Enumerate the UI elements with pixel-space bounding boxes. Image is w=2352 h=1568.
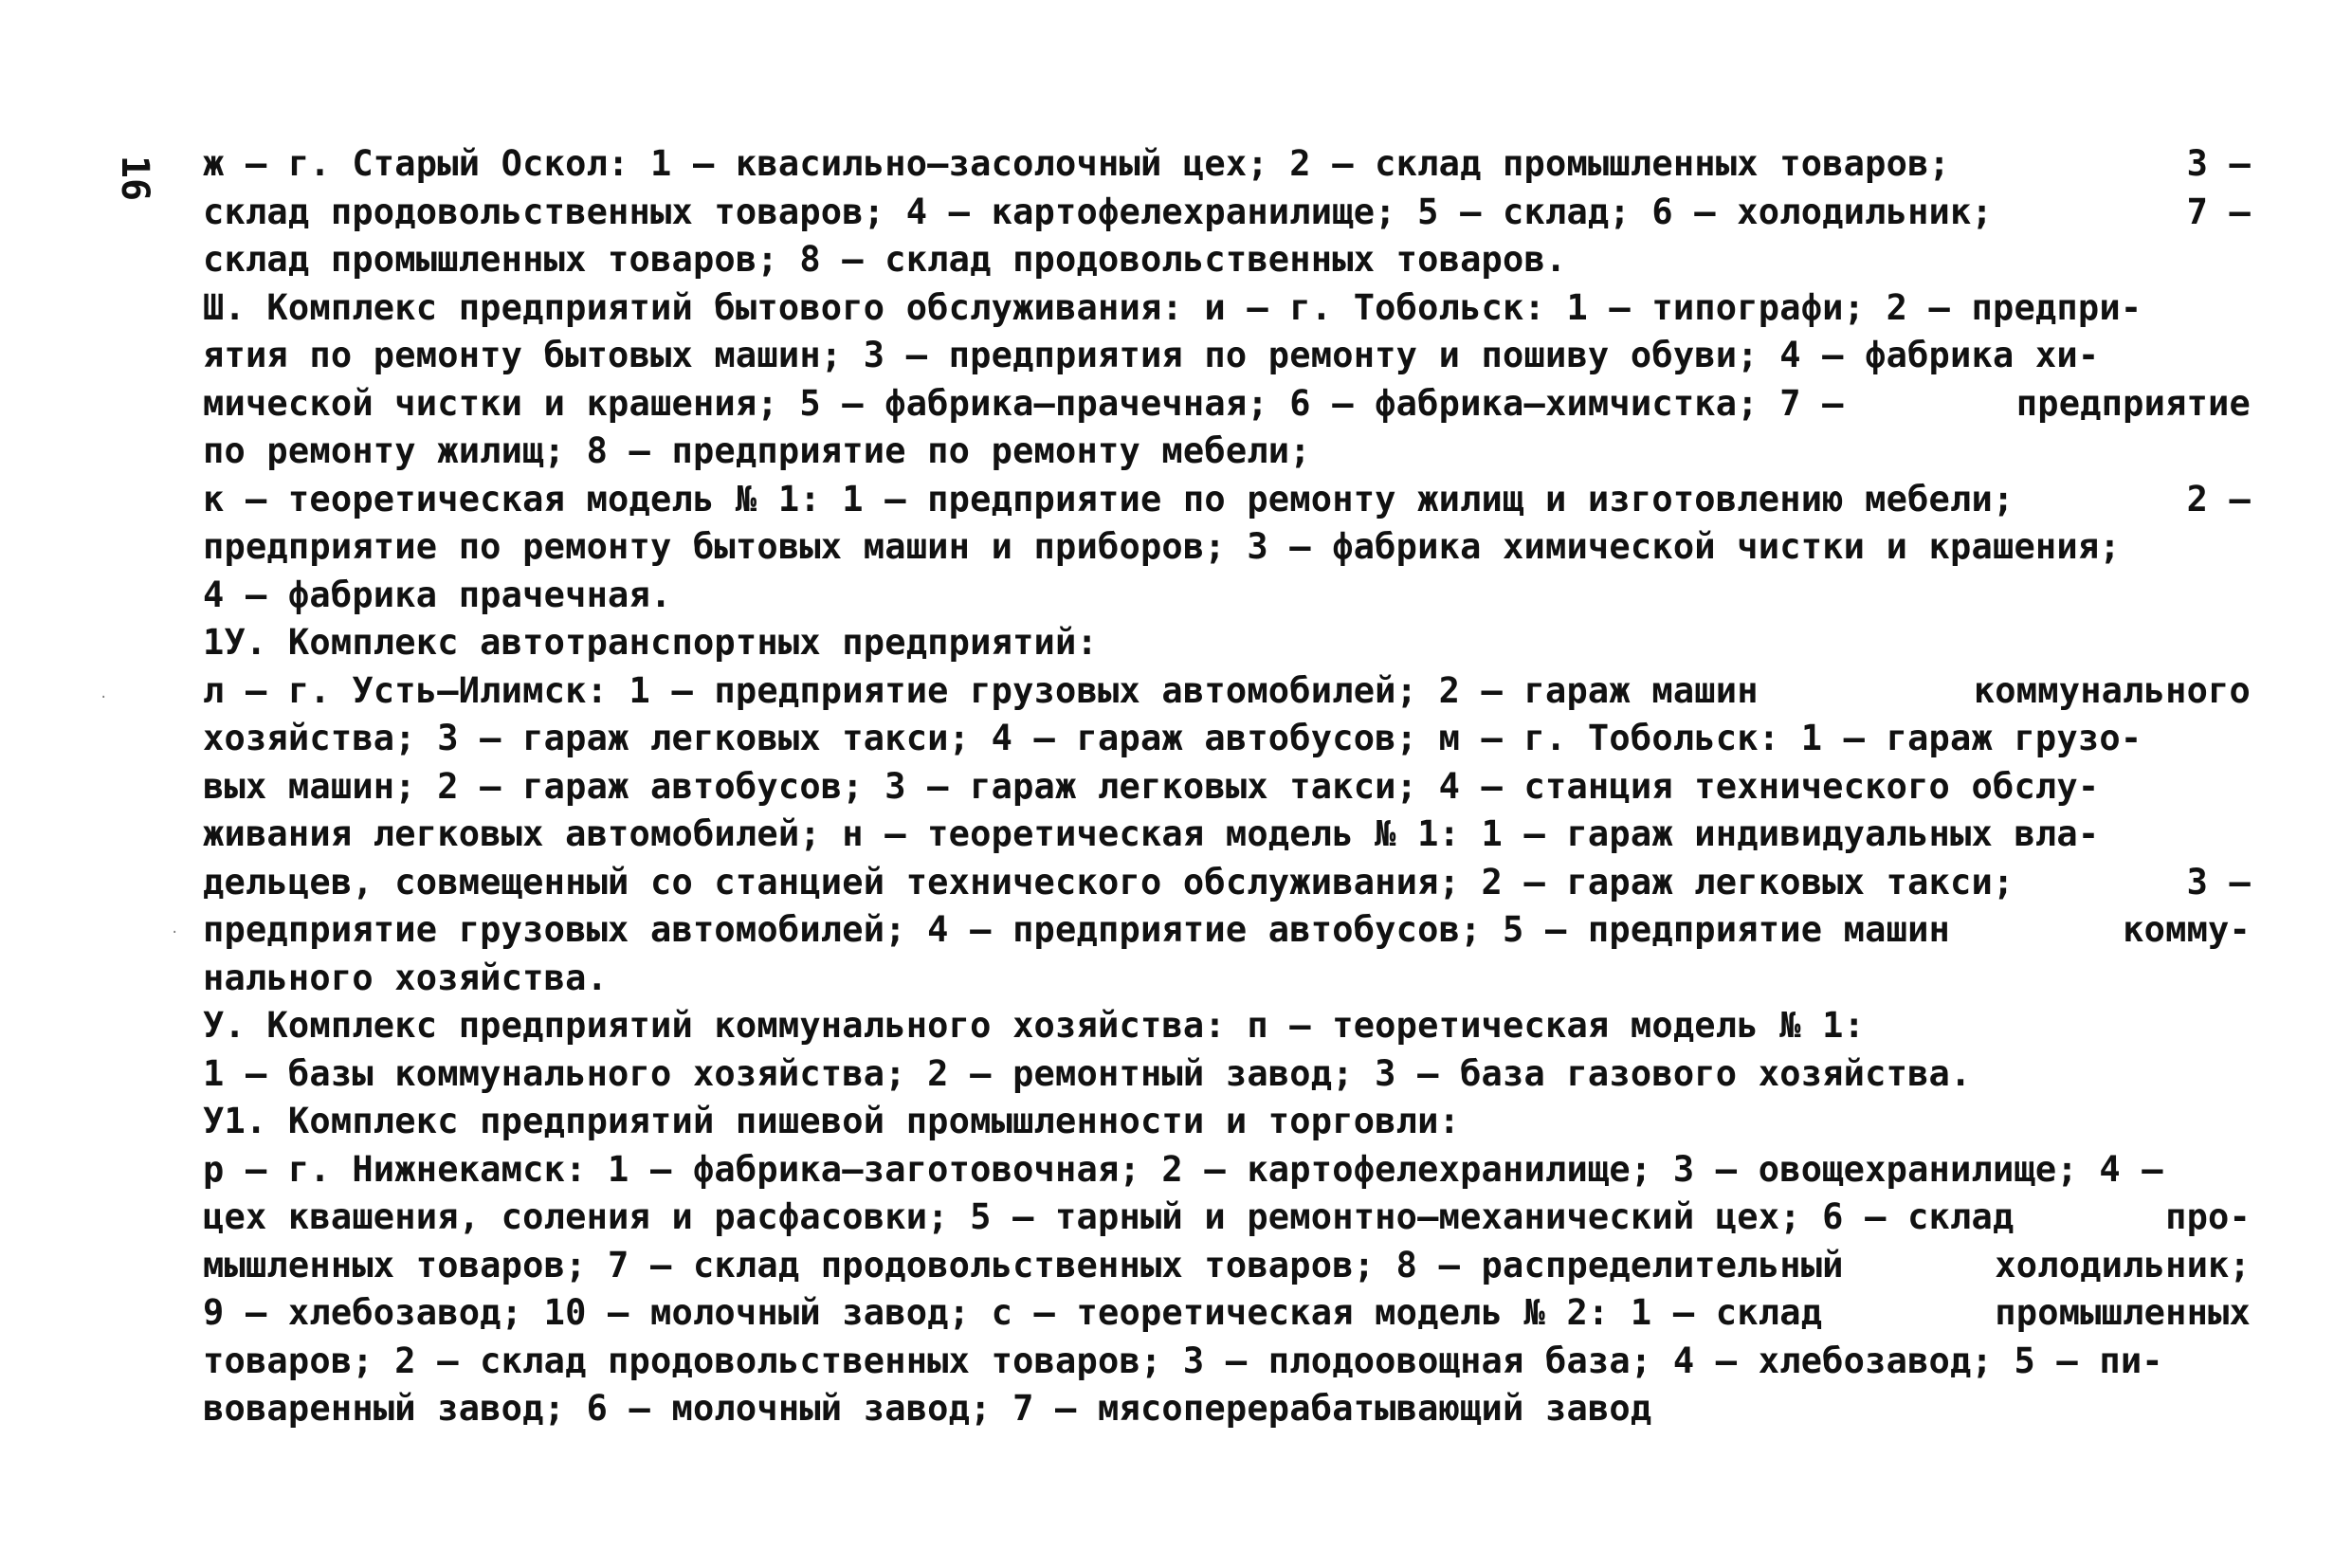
text-line-segment: нального хозяйства. [203, 957, 609, 998]
text-line-segment: 4 – фабрика прачечная. [203, 574, 672, 615]
text-line [203, 715, 2251, 763]
text-line-segment: хозяйства; 3 – гараж легковых такси; 4 – гараж автобусов; м – г. Тобольск: 1 – гараж грузо- [203, 718, 2142, 758]
text-line-segment: р – г. Нижнекамск: 1 – фабрика–заготовочная; 2 – картофелехранилище; 3 – овощехранилище; 4 – [203, 1148, 2163, 1190]
text-line [203, 906, 2251, 955]
text-line [203, 1194, 2251, 1242]
text-line [203, 189, 2251, 237]
text-line [203, 1002, 2251, 1050]
text-line-segment: У1. Комплекс предприятий пишевой промышленности и торговли: [203, 1101, 1461, 1141]
text-line-segment: ятия по ремонту бытовых машин; 3 – предприятия по ремонту и пошиву обуви; 4 – фабрика хи- [203, 335, 2100, 375]
text-line [203, 763, 2251, 811]
text-line [203, 1242, 2251, 1290]
text-line-segment: Ш. Комплекс предприятий бытового обслуживания: и – г. Тобольск: 1 – типографи; 2 – предпри- [203, 286, 2142, 328]
text-line-segment: 7 – [2186, 191, 2251, 232]
text-line-segment: 1 – базы коммунального хозяйства; 2 – ремонтный завод; 3 – база газового хозяйства. [203, 1052, 1972, 1094]
text-line-segment: живания легковых автомобилей; н – теоретическая модель № 1: 1 – гараж индивидуальных вла- [203, 813, 2100, 854]
text-line [203, 332, 2251, 380]
text-line [203, 1098, 2251, 1146]
text-line [203, 811, 2251, 859]
text-line [203, 140, 2251, 189]
text-line-segment: коммунального [1973, 669, 2251, 711]
text-line-segment: л – г. Усть–Илимск: 1 – предприятие грузовых автомобилей; 2 – гараж машин [203, 669, 1759, 711]
text-line [203, 476, 2251, 524]
text-line-segment: предприятие [2015, 382, 2251, 424]
text-line-segment: к – теоретическая модель № 1: 1 – предприятие по ремонту жилищ и изготовлению мебели; [203, 478, 2015, 520]
text-line [203, 667, 2251, 716]
text-line-segment: предприятие по ремонту бытовых машин и приборов; 3 – фабрика химической чистки и крашения; [203, 526, 2121, 567]
text-line-segment: мышленных товаров; 7 – склад продовольственных товаров; 8 – распределительный [203, 1244, 1844, 1285]
text-line-segment: промышленных [1995, 1292, 2251, 1333]
text-line-segment: товаров; 2 – склад продовольственных товаров; 3 – плодоовощная база; 4 – хлебозавод; 5 – пи- [203, 1340, 2163, 1381]
text-line [203, 523, 2251, 572]
text-line-segment: 2 – [2186, 478, 2251, 520]
text-line [203, 380, 2251, 428]
text-line-segment: 9 – хлебозавод; 10 – молочный завод; с – теоретическая модель № 2: 1 – склад [203, 1292, 1823, 1333]
text-line [203, 619, 2251, 667]
text-line-segment: холодильник; [1995, 1244, 2251, 1285]
page-number: 16 [113, 155, 157, 202]
text-line-segment: вых машин; 2 – гараж автобусов; 3 – гараж легковых такси; 4 – станция технического обслу- [203, 765, 2100, 807]
text-line-segment: про- [2165, 1196, 2251, 1237]
scan-speck: · [100, 690, 108, 705]
text-line-segment: мической чистки и крашения; 5 – фабрика–прачечная; 6 – фабрика–химчистка; 7 – [203, 382, 1844, 424]
text-line-segment: цех квашения, соления и расфасовки; 5 – тарный и ремонтно–механический цех; 6 – склад [203, 1196, 2015, 1237]
text-line [203, 284, 2251, 333]
text-line-segment: по ремонту жилищ; 8 – предприятие по ремонту мебели; [203, 430, 1311, 471]
text-line [203, 236, 2251, 284]
text-line [203, 1146, 2251, 1194]
text-line-segment: ж – г. Старый Оскол: 1 – квасильно–засолочный цех; 2 – склад промышленных товаров; [203, 143, 1951, 184]
text-line [203, 1289, 2251, 1338]
text-line [203, 1050, 2251, 1099]
text-line [203, 1385, 2251, 1433]
text-line-segment: комму- [2123, 909, 2251, 950]
text-line-segment: дельцев, совмещенный со станцией технического обслуживания; 2 – гараж легковых такси; [203, 861, 2015, 903]
text-line [203, 955, 2251, 1003]
text-line-segment: склад промышленных товаров; 8 – склад продовольственных товаров. [203, 239, 1567, 280]
text-line [203, 428, 2251, 476]
text-line-segment: 3 – [2186, 861, 2251, 903]
text-line [203, 572, 2251, 620]
document-text [203, 140, 2251, 1433]
scan-speck: · [171, 925, 179, 940]
text-line [203, 1338, 2251, 1386]
text-line-segment: У. Комплекс предприятий коммунального хозяйства: п – теоретическая модель № 1: [203, 1005, 1866, 1046]
text-line-segment: предприятие грузовых автомобилей; 4 – предприятие автобусов; 5 – предприятие машин [203, 909, 1951, 950]
text-line-segment: 3 – [2186, 143, 2251, 184]
text-line-segment: склад продовольственных товаров; 4 – картофелехранилище; 5 – склад; 6 – холодильник; [203, 191, 1993, 232]
text-line [203, 859, 2251, 907]
text-line-segment: воваренный завод; 6 – молочный завод; 7 – мясоперерабатывающий завод [203, 1388, 1652, 1429]
text-line-segment: 1У. Комплекс автотранспортных предприятий: [203, 622, 1098, 663]
